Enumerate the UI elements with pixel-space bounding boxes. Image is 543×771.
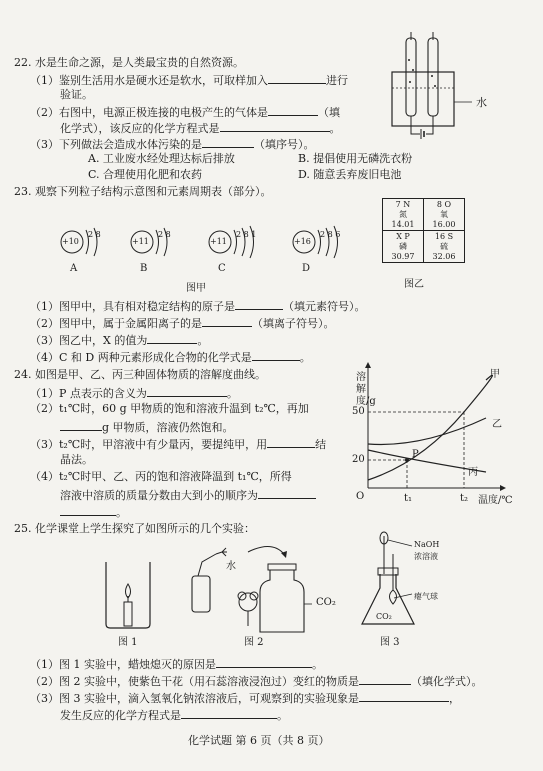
q25-p3-cont: 发生反应的化学方程式是 。 xyxy=(60,709,288,722)
q22-p3: （3）下列做法会造成水体污染的是 （填序号）。 xyxy=(30,138,315,151)
fig2-water-label: 水 xyxy=(226,561,236,572)
q24-stem: 24. 如图是甲、乙、丙三种固体物质的溶解度曲线。 xyxy=(14,368,266,381)
q24-p1: （1）P 点表示的含义为 。 xyxy=(30,387,238,400)
curve-label-jia: 甲 xyxy=(490,369,500,380)
q23-p4: （4）C 和 D 两种元素形成化合物的化学式是 。 xyxy=(30,351,311,364)
q22-option-b: B. 提倡使用无磷洗衣粉 xyxy=(298,152,413,165)
atom-c-shells: 2 8 1 xyxy=(236,230,257,239)
experiment-figure-1 xyxy=(100,560,156,630)
q22-p1: （1）鉴别生活用水是硬水还是软水，可取样加入 进行 xyxy=(30,74,348,87)
atom-a-shells: 2 8 xyxy=(88,230,101,239)
q25-p2: （2）图 2 实验中，使紫色干花（用石蕊溶液浸泡过）变红的物质是 （填化学式）。 xyxy=(30,675,483,688)
q22-stem: 22. 水是生命之源，是人类最宝贵的自然资源。 xyxy=(14,56,244,69)
atom-a-label: A xyxy=(70,263,78,274)
solubility-chart xyxy=(352,362,522,512)
figure-1-caption: 图 1 xyxy=(118,637,138,648)
q24-p2: （2）t₁℃时，60 g 甲物质的饱和溶液升温到 t₂℃，再加 xyxy=(30,402,309,415)
q23-stem: 23. 观察下列粒子结构示意图和元素周期表（部分）。 xyxy=(14,185,272,198)
q25-p3: （3）图 3 实验中，滴入氢氧化钠浓溶液后，可观察到的实验现象是 ， xyxy=(30,692,460,705)
q23-p2: （2）图甲中，属于金属阳离子的是 （填离子符号）。 xyxy=(30,317,335,330)
q24-p4-cont: 溶液中溶质的质量分数由大到小的顺序为 xyxy=(60,487,316,503)
q24-p4-end: 。 xyxy=(60,504,127,520)
q23-p1: （1）图甲中，具有相对稳定结构的原子是 （填元素符号）。 xyxy=(30,300,366,313)
fig3-naoh-conc-label: 浓溶液 xyxy=(414,552,438,561)
figure-b-caption: 图乙 xyxy=(404,279,424,290)
figure-3-caption: 图 3 xyxy=(380,637,400,648)
q24-p3-cont: 晶法。 xyxy=(60,453,93,466)
atom-b-nucleus: +11 xyxy=(132,237,149,246)
atom-c-label: C xyxy=(218,263,226,274)
curve-label-yi: 乙 xyxy=(492,419,502,430)
q22-option-d: D. 随意丢弃废旧电池 xyxy=(298,168,402,181)
figure-a-caption: 图甲 xyxy=(186,283,206,294)
figure-2-caption: 图 2 xyxy=(244,637,264,648)
q24-p3: （3）t₂℃时，甲溶液中有少量丙，要提纯甲，用 结 xyxy=(30,438,327,451)
q24-p2-cont: g 甲物质，溶液仍然饱和。 xyxy=(60,419,234,435)
element-cell-s: 16 S 硫 32.06 xyxy=(423,230,465,263)
atom-b-label: B xyxy=(140,263,148,274)
q23-p3: （3）图乙中，X 的值为 。 xyxy=(30,334,209,347)
element-cell-p: X P 磷 30.97 xyxy=(382,230,424,263)
chart-y-tick-50: 50 xyxy=(352,406,365,417)
q22-p2-cont: 化学式），该反应的化学方程式是 。 xyxy=(60,122,341,135)
q24-p4: （4）t₂℃时甲、乙、丙的饱和溶液降温到 t₁℃，所得 xyxy=(30,470,292,483)
atom-d-nucleus: +16 xyxy=(294,237,311,246)
page-footer: 化学试题 第 6 页（共 8 页） xyxy=(188,734,330,747)
electrolysis-figure xyxy=(380,30,490,150)
fig3-balloon-label: 瘪气球 xyxy=(414,592,438,601)
fig3-naoh-label: NaOH xyxy=(414,540,440,549)
q25-p1: （1）图 1 实验中，蜡烛熄灭的原因是 。 xyxy=(30,658,323,671)
chart-ylabel: 溶解度/g xyxy=(356,372,376,407)
element-cell-n: 7 N 氮 14.01 xyxy=(382,198,424,231)
experiment-figure-2 xyxy=(188,540,318,640)
atom-c-nucleus: +11 xyxy=(210,237,227,246)
q22-p2: （2）右图中，电源正极连接的电极产生的气体是 （填 xyxy=(30,106,340,119)
q22-option-a: A. 工业废水经处理达标后排放 xyxy=(88,152,235,165)
atom-b-shells: 2 8 xyxy=(158,230,171,239)
chart-x-tick-t1: t₁ xyxy=(404,493,413,504)
q22-p1-cont: 验证。 xyxy=(60,88,93,101)
chart-x-tick-t2: t₂ xyxy=(460,493,469,504)
chart-y-tick-20: 20 xyxy=(352,454,365,465)
fig3-co2-label: CO₂ xyxy=(376,612,392,621)
q25-stem: 25. 化学课堂上学生探究了如图所示的几个实验： xyxy=(14,522,255,535)
atom-a-nucleus: +10 xyxy=(62,237,79,246)
chart-xlabel: 温度/℃ xyxy=(478,495,513,506)
atom-d-shells: 2 8 6 xyxy=(320,230,341,239)
atom-d-label: D xyxy=(302,263,311,274)
fig-water-label: 水 xyxy=(476,96,487,109)
element-cell-o: 8 O 氧 16.00 xyxy=(423,198,465,231)
fig2-co2-label: CO₂ xyxy=(316,597,336,608)
q22-option-c: C. 合理使用化肥和农药 xyxy=(88,168,203,181)
chart-origin: O xyxy=(356,491,365,502)
curve-label-bing: 丙 xyxy=(468,467,478,478)
chart-point-p: P xyxy=(412,449,419,460)
